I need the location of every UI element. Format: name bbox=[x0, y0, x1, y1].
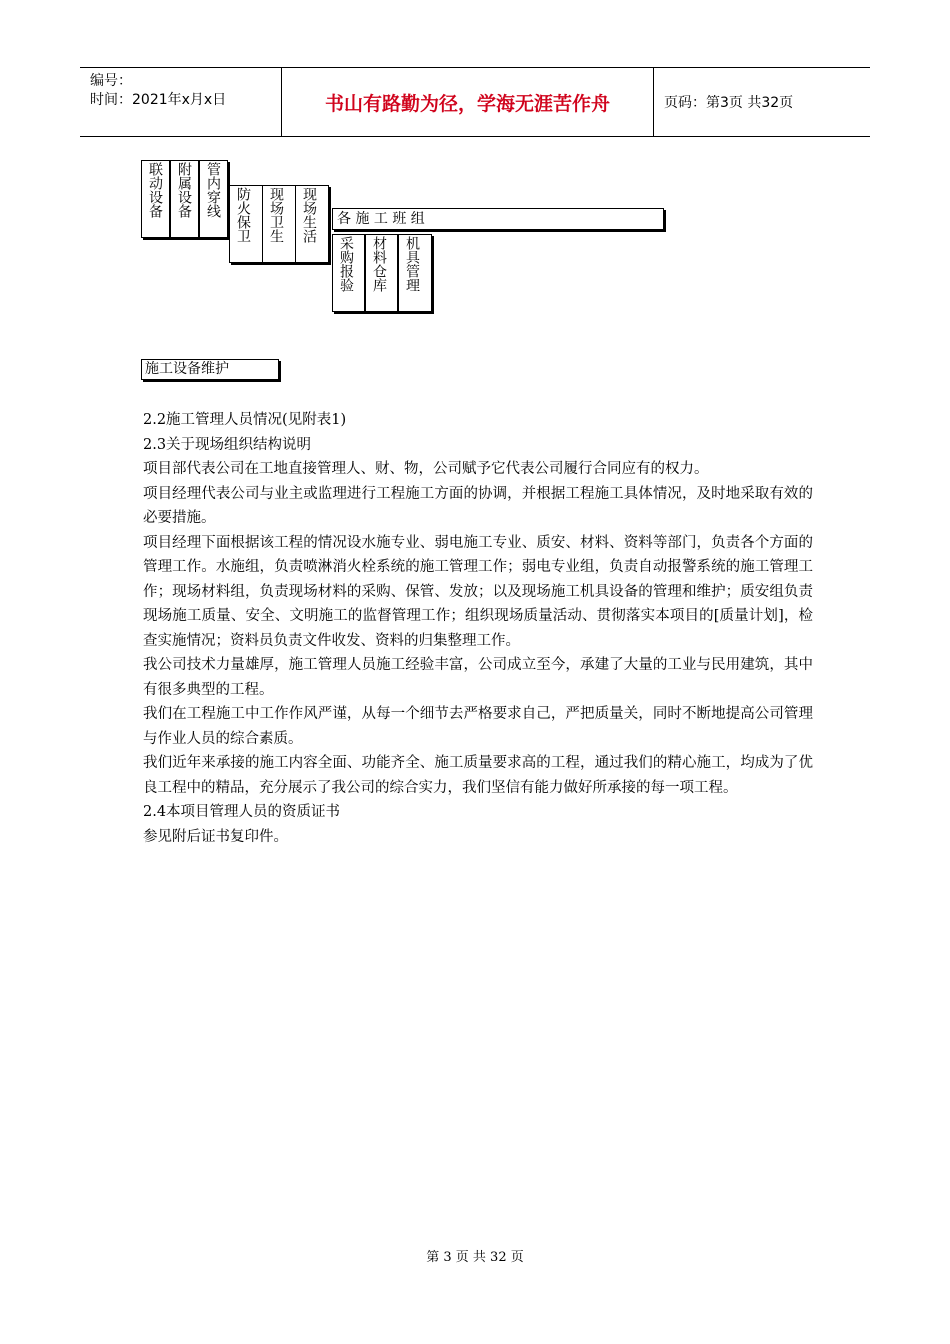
paragraph: 2.2施工管理人员情况(见附表1) bbox=[143, 412, 347, 428]
header-page-info: 页码：第3页 共32页 bbox=[664, 95, 794, 111]
org-box-ancillary: 附属设备 bbox=[170, 160, 199, 238]
page-footer: 第 3 页 共 32 页 bbox=[426, 1250, 524, 1265]
org-box-linkage: 联动设备 bbox=[141, 160, 170, 238]
time-label: 时间：2021年x月x日 bbox=[90, 92, 227, 108]
paragraph: 项目部代表公司在工地直接管理人、财、物，公司赋予它代表公司履行合同应有的权力。 bbox=[143, 461, 709, 477]
paragraph: 2.3关于现场组织结构说明 bbox=[143, 436, 312, 453]
header-motto: 书山有路勤为径，学海无涯苦作舟 bbox=[282, 68, 654, 136]
paragraph: 项目经理下面根据该工程的情况设水施专业、弱电施工专业、质安、材料、资料等部门，负责各个方面的管理工作。水施组，负责喷淋消火栓系统的施工管理工作；弱电专业组，负责自动报警系统的施工管理工作；现场材料组，负责现场材料的采购、保管、发放；以及现场施工机具设备的管理和维护；质安组负责现场施工质量、安全、文明施工的监督管理工作；组织现场质量活动、贯彻落实本项目的[质量计划]，检查实施情况；资料员负责文件收发、资料的归集整理工作。 bbox=[143, 534, 813, 649]
header-meta bbox=[80, 68, 282, 136]
paragraph: 项目经理代表公司与业主或监理进行工程施工方面的协调，并根据工程施工具体情况，及时地采取有效的必要措施。 bbox=[143, 485, 813, 526]
org-box-site-living: 现场生活 bbox=[295, 185, 329, 263]
paragraph: 我公司技术力量雄厚，施工管理人员施工经验丰富，公司成立至今，承建了大量的工业与民用建筑，其中有很多典型的工程。 bbox=[143, 657, 813, 698]
paragraph: 参见附后证书复印件。 bbox=[143, 828, 288, 845]
org-box-conduit: 管内穿线 bbox=[199, 160, 228, 238]
body-text bbox=[143, 408, 813, 849]
org-box-site-hygiene: 现场卫生 bbox=[262, 185, 296, 263]
org-box-team: 各 施 工 班 组 bbox=[332, 208, 664, 230]
number-label: 编号： bbox=[90, 73, 132, 89]
paragraph: 2.4本项目管理人员的资质证书 bbox=[143, 804, 341, 820]
org-box-equipment: 机具管理 bbox=[398, 234, 432, 312]
org-box-fire-security: 防火保卫 bbox=[229, 185, 263, 263]
page-header bbox=[80, 67, 870, 137]
paragraph: 我们近年来承接的施工内容全面、功能齐全、施工质量要求高的工程，通过我们的精心施工，均成为了优良工程中的精品，充分展示了我公司的综合实力，我们坚信有能力做好所承接的每一项工程。 bbox=[143, 755, 813, 796]
org-box-maintenance: 施工设备维护 bbox=[141, 359, 279, 380]
org-box-warehouse: 材料仓库 bbox=[365, 234, 398, 312]
paragraph: 我们在工程施工中工作作风严谨，从每一个细节去严格要求自己，严把质量关，同时不断地提高公司管理与作业人员的综合素质。 bbox=[143, 706, 813, 747]
org-box-purchase: 采购报验 bbox=[332, 234, 365, 312]
